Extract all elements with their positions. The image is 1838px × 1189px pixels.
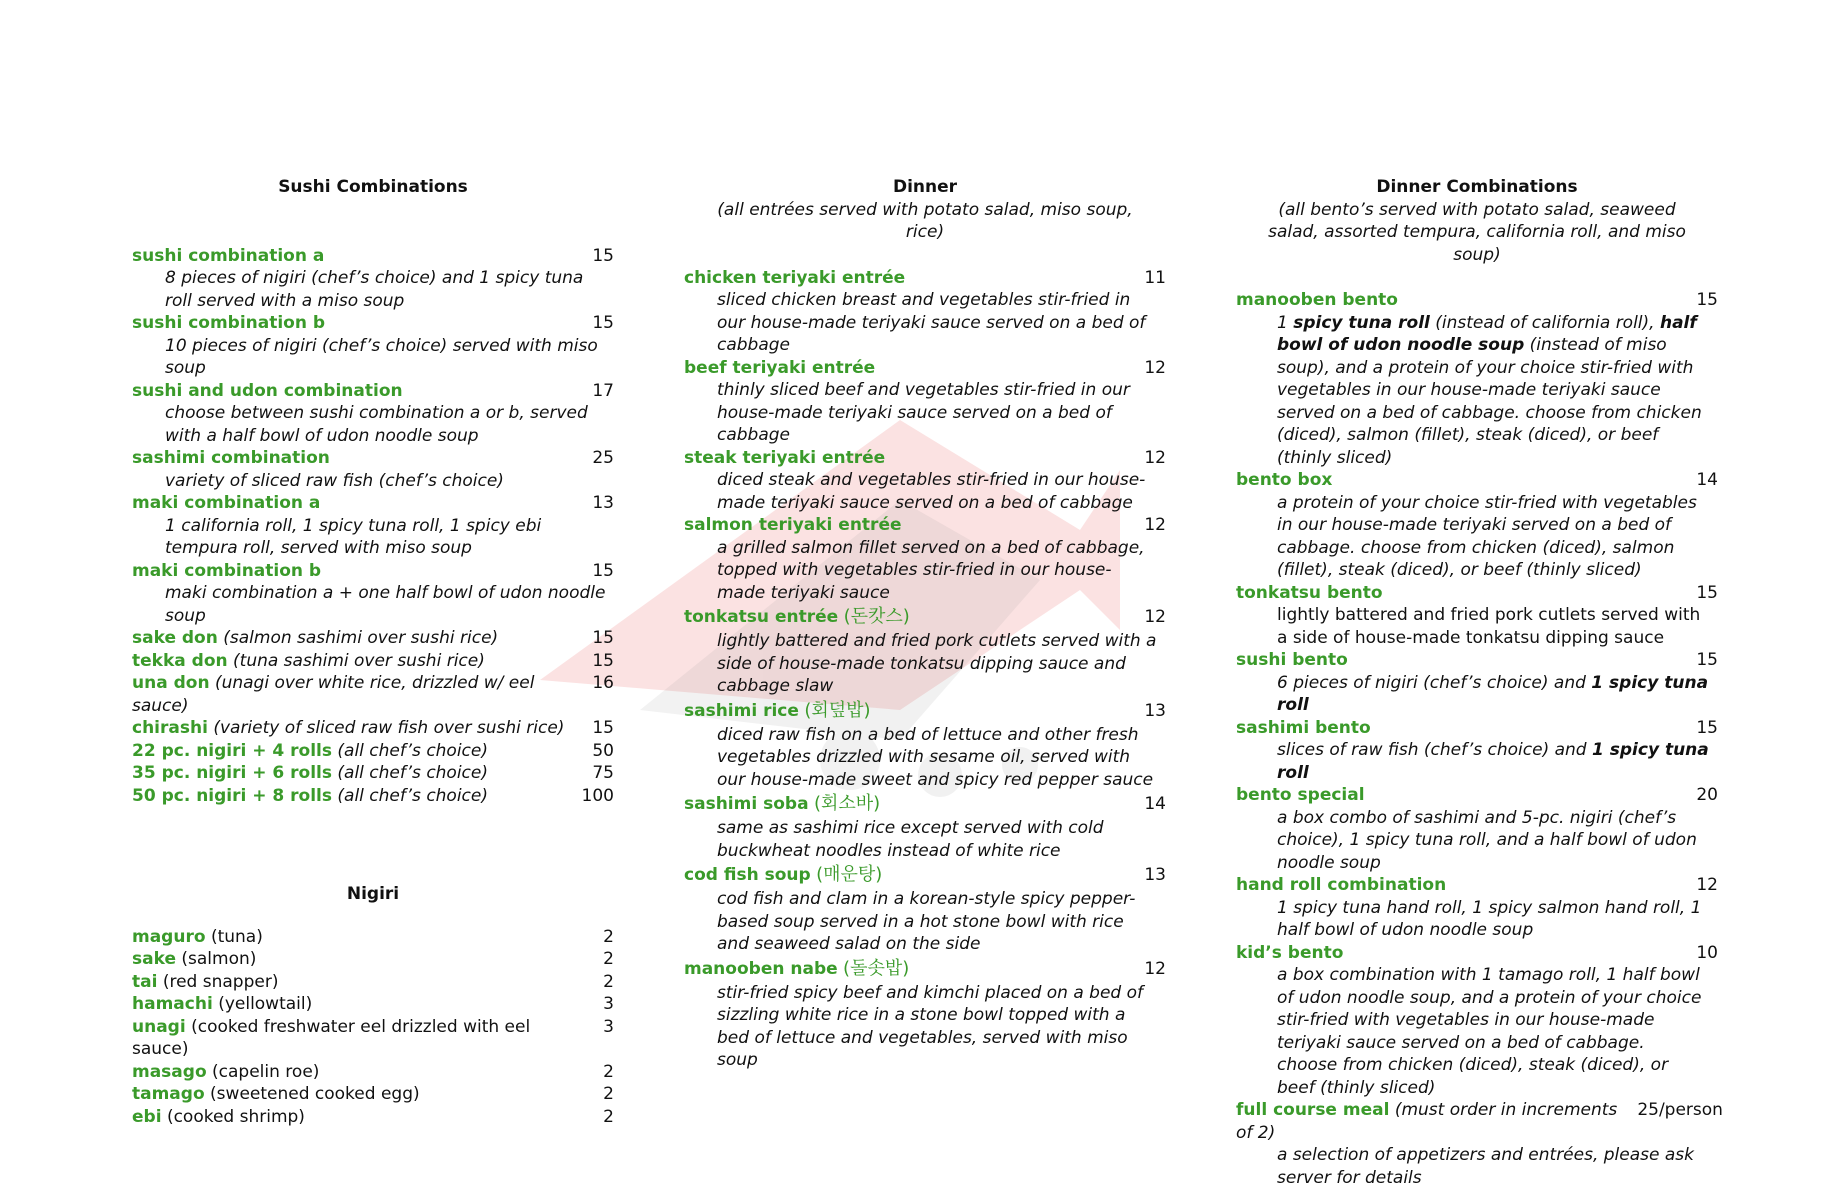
item-description: same as sashimi rice except served with cold buckwheat noodles instead of white rice (717, 818, 1104, 861)
item-name: sashimi bento (1236, 717, 1371, 738)
item-name: tai (132, 971, 158, 992)
item-name: masago (132, 1061, 207, 1082)
item-description: lightly battered and fried pork cutlets served with a side of house-made tonkatsu dipping sauce and cabbage slaw (717, 631, 1157, 696)
item-price: 100 (581, 785, 614, 806)
dinner-combinations-column (1236, 176, 1723, 1189)
menu-item (132, 672, 614, 717)
item-name: unagi (132, 1016, 186, 1037)
item-price: 14 (1696, 470, 1718, 490)
item-note: (tuna) (210, 926, 263, 947)
item-description: maki combination a + one half bowl of udon noodle soup (165, 583, 606, 626)
menu-item (1236, 582, 1718, 650)
item-price: 3 (603, 994, 614, 1014)
item-price: 3 (603, 1016, 614, 1037)
item-price: 2 (603, 1061, 614, 1082)
item-note: (all chef’s choice) (337, 785, 488, 806)
sushi-combinations-title: Sushi Combinations (278, 177, 468, 197)
item-price: 11 (1144, 267, 1166, 288)
item-price: 20 (1696, 785, 1718, 805)
nigiri-list (132, 926, 614, 1129)
menu-item (132, 627, 614, 650)
menu-item (684, 791, 1166, 862)
dinner-subtitle: (all entrées served with potato salad, miso soup, rice) (717, 199, 1133, 242)
item-price: 2 (603, 1084, 614, 1104)
item-name: manooben bento (1236, 290, 1398, 310)
menu-item (132, 785, 614, 808)
item-name: bento special (1236, 785, 1365, 805)
item-price: 75 (592, 763, 614, 783)
dinner-column (684, 176, 1166, 1072)
list-item (132, 993, 614, 1016)
menu-item (684, 357, 1166, 447)
item-price: 13 (1144, 700, 1166, 721)
item-price: 13 (592, 493, 614, 513)
item-description: 1 california roll, 1 spicy tuna roll, 1 spicy ebi tempura roll, served with miso soup (165, 515, 542, 558)
item-name: sashimi combination (132, 448, 330, 468)
menu-item (132, 380, 614, 448)
item-name: hand roll combination (1236, 875, 1447, 895)
item-korean-name: (회소바) (813, 793, 881, 814)
item-description: 6 pieces of nigiri (chef’s choice) and 1 spicy tuna roll (1277, 672, 1709, 715)
item-name: steak teriyaki entrée (684, 447, 886, 468)
item-name: hamachi (132, 994, 213, 1014)
item-price: 15 (1696, 582, 1718, 603)
item-price: 10 (1696, 942, 1718, 963)
item-name: tonkatsu entrée (684, 607, 839, 627)
item-note: (unagi over white rice, drizzled w/ eel sauce) (132, 673, 535, 716)
item-name: 22 pc. nigiri + 4 rolls (132, 740, 332, 761)
item-name: sake (132, 949, 176, 969)
item-name: sashimi soba (684, 794, 809, 814)
list-item (132, 926, 614, 949)
menu-item (1236, 874, 1718, 942)
item-name: sashimi rice (684, 700, 799, 721)
list-item (132, 1061, 614, 1084)
item-price: 12 (1144, 958, 1166, 979)
item-price: 12 (1144, 357, 1166, 378)
item-korean-name: (돌솟밥) (843, 957, 910, 979)
item-description: 8 pieces of nigiri (chef’s choice) and 1 spicy tuna roll served with a miso soup (165, 268, 584, 311)
list-item (132, 1106, 614, 1129)
item-description: 1 spicy tuna roll (instead of california roll), half bowl of udon noodle soup (instead of miso soup), and a protein of your choice stir-fried with vegetables in our house-made teriyaki sauce served on a bed of cabbage. choose from chicken (diced), salmon (fillet), steak (diced), or beef (thinly sliced) (1277, 312, 1702, 468)
item-description: a box combination with 1 tamago roll, 1 half bowl of udon noodle soup, and a protein of your choice stir-fried with vegetables in our house-made teriyaki sauce served on a bed of cabbage. choose from chicken (diced), steak (diced), or beef (thinly sliced) (1277, 965, 1702, 1098)
item-price: 50 (592, 740, 614, 761)
item-note: (must order in increments of 2) (1236, 1100, 1618, 1143)
dinner-combinations-title: Dinner Combinations (1376, 177, 1578, 197)
item-description: stir-fried spicy beef and kimchi placed on a bed of sizzling white rice in a stone bowl topped with a bed of lettuce and vegetables, served with miso soup (717, 982, 1143, 1070)
item-note: (cooked freshwater eel drizzled with eel sauce) (132, 1016, 531, 1059)
menu-item (132, 740, 614, 763)
menu-item (684, 267, 1166, 357)
item-price: 2 (603, 926, 614, 947)
item-name: manooben nabe (684, 958, 838, 979)
item-price: 15 (592, 245, 614, 266)
menu-item (132, 560, 614, 628)
item-note: (red snapper) (162, 971, 279, 992)
item-description: a selection of appetizers and entrées, please ask server for details (1277, 1145, 1694, 1188)
sushi-column (132, 176, 614, 1128)
item-price: 25 (592, 448, 614, 468)
list-item (132, 1016, 614, 1061)
menu-item (132, 650, 614, 673)
item-price: 2 (603, 949, 614, 969)
menu-item (1236, 784, 1718, 874)
list-item (132, 948, 614, 971)
menu-item (684, 698, 1166, 792)
item-note: (sweetened cooked egg) (210, 1084, 420, 1104)
item-name: maki combination a (132, 493, 321, 513)
menu-item (1236, 942, 1718, 1100)
item-price: 16 (592, 673, 614, 693)
item-description: a grilled salmon fillet served on a bed of cabbage, topped with vegetables stir-fried in our house-made teriyaki sauce (717, 537, 1145, 603)
item-note: (variety of sliced raw fish over sushi rice) (213, 718, 565, 738)
item-name: tekka don (132, 650, 228, 671)
menu-item (1236, 717, 1718, 785)
item-description: diced steak and vegetables stir-fried in our house-made teriyaki sauce served on a bed of cabbage (717, 470, 1146, 513)
item-description: a box combo of sashimi and 5-pc. nigiri (chef’s choice), 1 spicy tuna roll, and a half bowl of udon noodle soup (1277, 807, 1697, 873)
item-price: 15 (592, 718, 614, 738)
menu-item (132, 447, 614, 492)
item-name: sake don (132, 628, 218, 648)
item-name: maguro (132, 926, 206, 947)
item-name: 35 pc. nigiri + 6 rolls (132, 763, 332, 783)
item-name: chicken teriyaki entrée (684, 267, 906, 288)
item-price: 17 (592, 380, 614, 401)
list-item (132, 971, 614, 994)
menu-item (684, 514, 1166, 604)
item-name: tamago (132, 1084, 205, 1104)
item-price: 15 (592, 560, 614, 581)
item-note: (tuna sashimi over sushi rice) (233, 650, 485, 671)
menu-item (132, 492, 614, 560)
item-price: 12 (1696, 875, 1718, 895)
item-price: 14 (1144, 794, 1166, 814)
item-price: 15 (1696, 717, 1718, 738)
item-price: 15 (1696, 290, 1718, 310)
item-korean-name: (매운탕) (816, 864, 883, 885)
menu-item (132, 245, 614, 313)
item-name: sushi bento (1236, 650, 1348, 670)
item-name: bento box (1236, 470, 1333, 490)
item-price: 15 (592, 313, 614, 333)
menu-item (1236, 1099, 1723, 1189)
item-description: 10 pieces of nigiri (chef’s choice) served with miso soup (165, 335, 598, 378)
item-name: salmon teriyaki entrée (684, 515, 902, 535)
item-korean-name: (회덮밥) (804, 699, 871, 721)
item-price: 2 (603, 1106, 614, 1127)
item-note: (all chef’s choice) (337, 763, 488, 783)
dinner-combinations-subtitle: (all bento’s served with potato salad, seaweed salad, assorted tempura, california roll, and miso soup) (1268, 199, 1686, 265)
item-note: (all chef’s choice) (337, 740, 488, 761)
item-description: sliced chicken breast and vegetables stir-fried in our house-made teriyaki sauce served on a bed of cabbage (717, 290, 1146, 355)
item-description: slices of raw fish (chef’s choice) and 1 spicy tuna roll (1277, 740, 1709, 783)
item-name: full course meal (1236, 1100, 1390, 1120)
menu-item (132, 762, 614, 785)
item-name: sushi and udon combination (132, 380, 403, 401)
item-note: (salmon) (181, 949, 257, 969)
item-price: 13 (1144, 865, 1166, 885)
item-price: 2 (603, 971, 614, 992)
dinner-title: Dinner (892, 177, 958, 197)
list-item (132, 1083, 614, 1106)
item-description: choose between sushi combination a or b, served with a half bowl of udon noodle soup (165, 403, 588, 446)
menu-item (132, 717, 614, 740)
item-name: cod fish soup (684, 865, 811, 885)
menu-item (684, 956, 1166, 1072)
item-name: kid’s bento (1236, 942, 1344, 963)
item-name: maki combination b (132, 560, 322, 581)
menu-item (684, 447, 1166, 515)
item-name: chirashi (132, 718, 208, 738)
item-price: 12 (1144, 607, 1166, 627)
item-price: 12 (1144, 515, 1166, 535)
item-name: sushi combination b (132, 313, 326, 333)
item-description: 1 spicy tuna hand roll, 1 spicy salmon hand roll, 1 half bowl of udon noodle soup (1277, 897, 1702, 940)
item-description: a protein of your choice stir-fried with vegetables in our house-made teriyaki served on a bed of cabbage. choose from chicken (diced), salmon (fillet), steak (diced), or beef (thinly sliced) (1277, 492, 1697, 580)
item-name: tonkatsu bento (1236, 582, 1383, 603)
item-description: thinly sliced beef and vegetables stir-fried in our house-made teriyaki sauce served on a bed of cabbage (717, 380, 1130, 445)
item-price: 12 (1144, 447, 1166, 468)
item-price: 15 (592, 628, 614, 648)
item-name: ebi (132, 1106, 162, 1127)
item-note: (salmon sashimi over sushi rice) (223, 628, 499, 648)
item-price: 15 (1696, 650, 1718, 670)
item-description: diced raw fish on a bed of lettuce and other fresh vegetables drizzled with sesame oil, served with our house-made sweet and spicy red pepper sauce (717, 724, 1154, 790)
item-price: 15 (592, 650, 614, 671)
menu-item (1236, 289, 1718, 469)
item-description: lightly battered and fried pork cutlets served with a side of house-made tonkatsu dipping sauce (1277, 605, 1701, 648)
item-note: (yellowtail) (218, 994, 313, 1014)
menu-item (1236, 649, 1718, 717)
item-note: (cooked shrimp) (166, 1106, 305, 1127)
item-price: 25/person (1637, 1100, 1723, 1120)
item-description: cod fish and clam in a korean-style spicy pepper-based soup served in a hot stone bowl with rice and seaweed salad on the side (717, 889, 1136, 954)
menu-item (1236, 469, 1718, 582)
menu-item (684, 604, 1166, 698)
menu-item (132, 312, 614, 380)
item-korean-name: (돈캇스) (843, 606, 910, 627)
nigiri-title: Nigiri (346, 884, 400, 904)
item-name: sushi combination a (132, 245, 325, 266)
item-name: una don (132, 673, 210, 693)
item-description: variety of sliced raw fish (chef’s choice) (165, 470, 504, 491)
menu-item (684, 862, 1166, 956)
item-name: 50 pc. nigiri + 8 rolls (132, 785, 332, 806)
item-note: (capelin roe) (212, 1061, 320, 1082)
item-name: beef teriyaki entrée (684, 357, 876, 378)
